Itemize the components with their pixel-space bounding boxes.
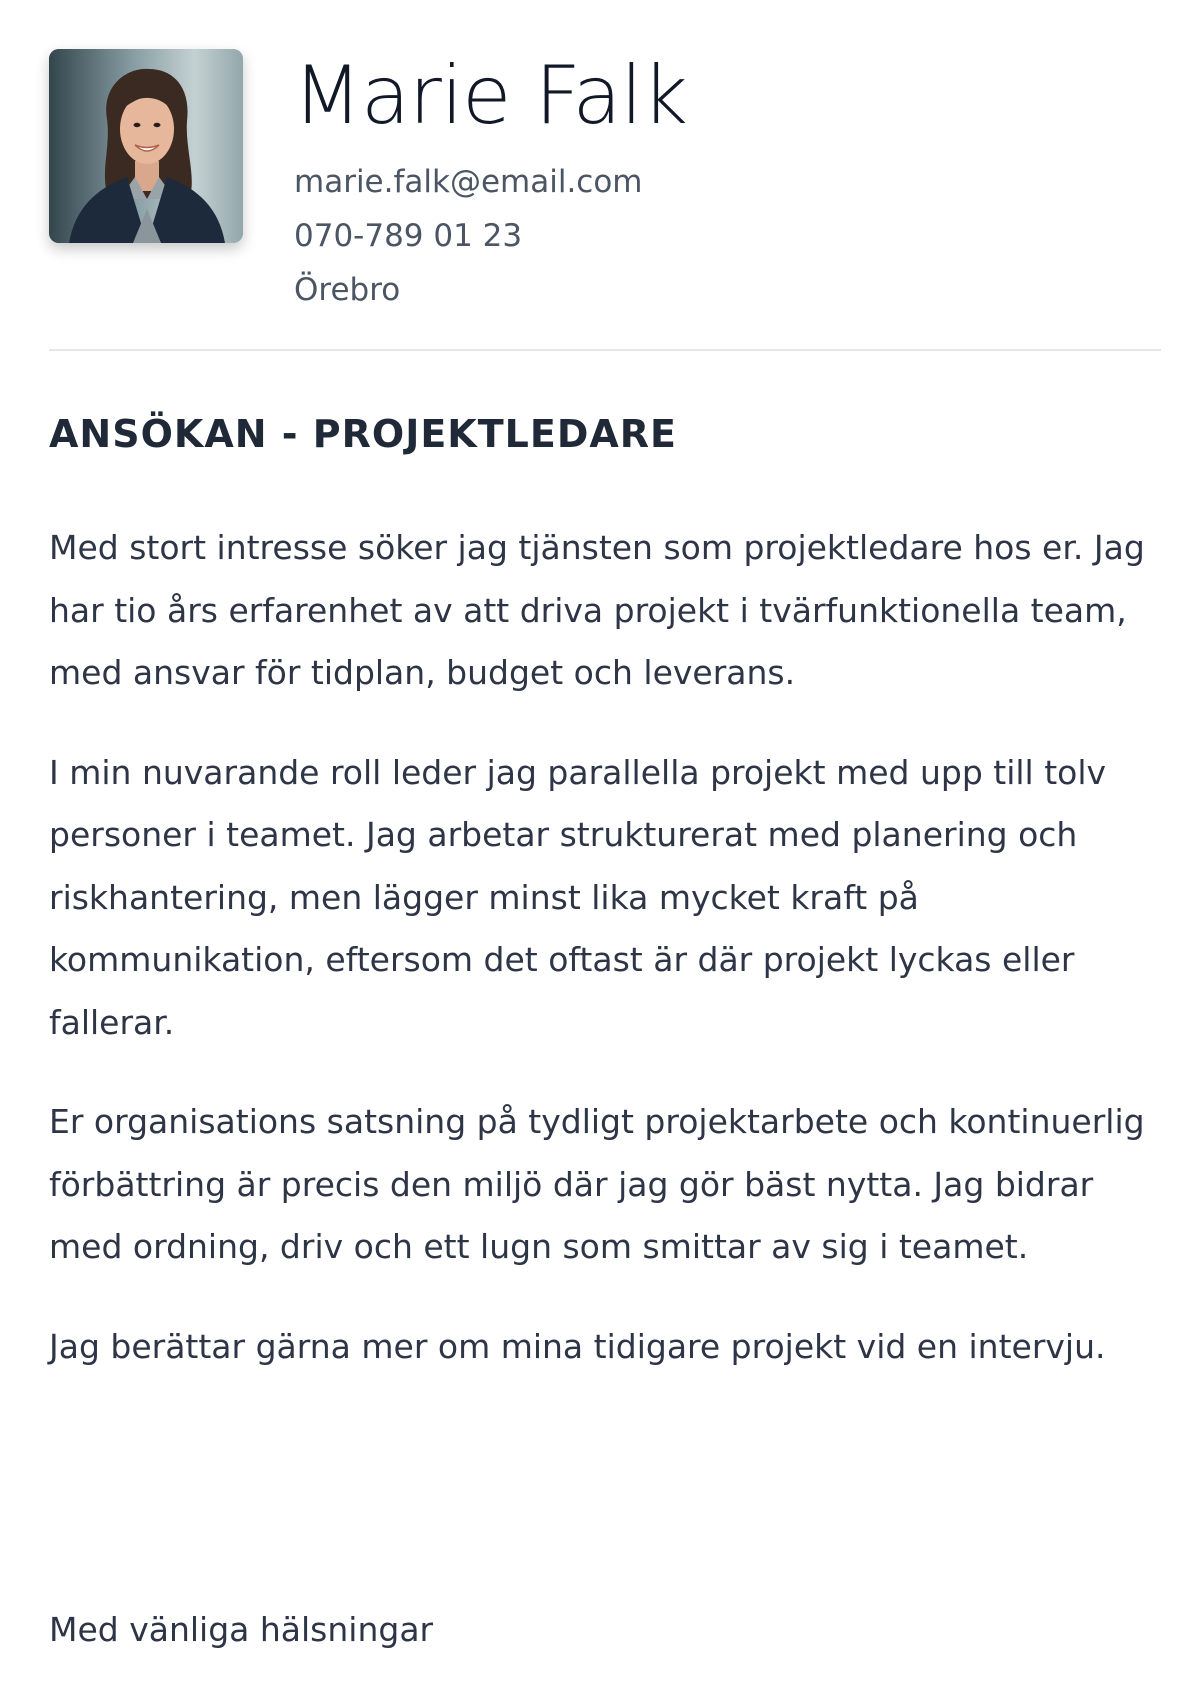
letter-paragraph-1: Med stort intresse söker jag tjänsten som projektledare hos er. Jag har tio års erfarenhet av att driva projekt i tvärfunktionella team, med ansvar för tidplan, budget och leverans. [49, 528, 1145, 692]
letter-paragraph-4: Jag berättar gärna mer om mina tidigare projekt vid en intervju. [49, 1326, 1106, 1366]
letter-body [49, 517, 1161, 1415]
applicant-name: Marie Falk [293, 49, 688, 142]
letter-closing: Med vänliga hälsningar [49, 1610, 434, 1649]
letter-heading: ANSÖKAN - PROJEKTLEDARE [49, 412, 677, 456]
portrait-photo-icon [49, 49, 243, 243]
city-text: Örebro [294, 272, 401, 308]
profile-photo [49, 49, 243, 243]
letter-paragraph-3: Er organisations satsning på tydligt projektarbete och kontinuerlig förbättring är precis den miljö där jag gör bäst nytta. Jag bidrar med ordning, driv och ett lugn som smittar av sig i teamet. [49, 1102, 1145, 1266]
cover-letter-page [49, 0, 1161, 1649]
letter-paragraph-2: I min nuvarande roll leder jag parallella projekt med upp till tolv personer i teamet. Jag arbetar strukturerat med planering och riskhantering, men lägger minst lika mycket kraft på kommunikation, eftersom det oftast är där projekt lyckas eller fallerar. [49, 752, 1107, 1042]
profile-header [49, 0, 1161, 350]
email-text: marie.falk@email.com [294, 164, 643, 200]
phone-text: 070-789 01 23 [294, 218, 523, 254]
contact-info [294, 155, 643, 317]
header-divider [49, 349, 1161, 351]
